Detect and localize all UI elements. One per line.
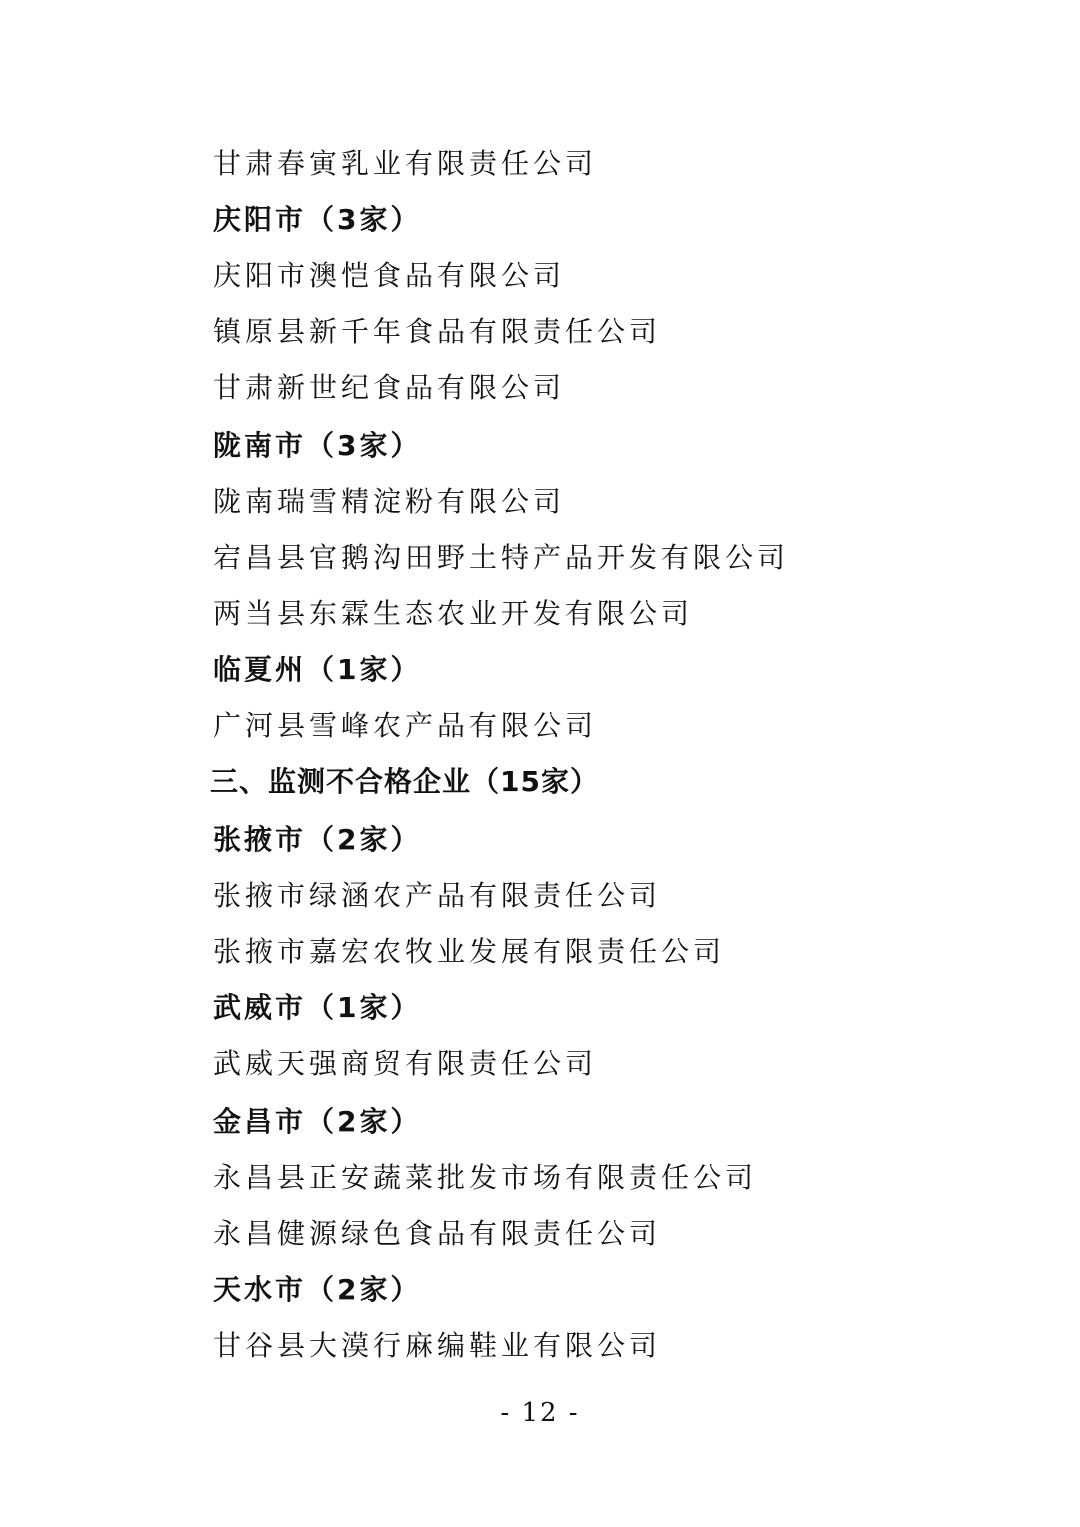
section-heading: 三、监测不合格企业（15家） (210, 765, 599, 798)
region-heading: 天水市（2家） (213, 1273, 422, 1306)
company-entry: 甘肃新世纪食品有限公司 (213, 371, 566, 404)
company-entry: 永昌县正安蔬菜批发市场有限责任公司 (213, 1161, 758, 1194)
company-entry: 两当县东霖生态农业开发有限公司 (213, 597, 694, 630)
region-heading: 临夏州（1家） (213, 653, 422, 686)
company-entry: 永昌健源绿色食品有限责任公司 (213, 1217, 662, 1250)
company-entry: 陇南瑞雪精淀粉有限公司 (213, 485, 566, 518)
company-entry: 张掖市绿涵农产品有限责任公司 (213, 879, 662, 912)
region-heading: 张掖市（2家） (213, 823, 422, 856)
company-entry: 张掖市嘉宏农牧业发展有限责任公司 (213, 935, 726, 968)
company-entry: 武威天强商贸有限责任公司 (213, 1047, 598, 1080)
region-heading: 庆阳市（3家） (213, 203, 422, 236)
company-entry: 甘谷县大漠行麻编鞋业有限公司 (213, 1329, 662, 1362)
company-entry: 宕昌县官鹅沟田野土特产品开发有限公司 (213, 541, 790, 574)
page-number: - 12 - (500, 1398, 580, 1428)
region-heading: 武威市（1家） (213, 991, 422, 1024)
region-heading: 金昌市（2家） (213, 1105, 422, 1138)
company-entry: 广河县雪峰农产品有限公司 (213, 709, 598, 742)
company-entry: 镇原县新千年食品有限责任公司 (213, 315, 662, 348)
region-heading: 陇南市（3家） (213, 429, 422, 462)
company-entry: 庆阳市澳恺食品有限公司 (213, 259, 566, 292)
company-entry: 甘肃春寅乳业有限责任公司 (213, 147, 598, 180)
